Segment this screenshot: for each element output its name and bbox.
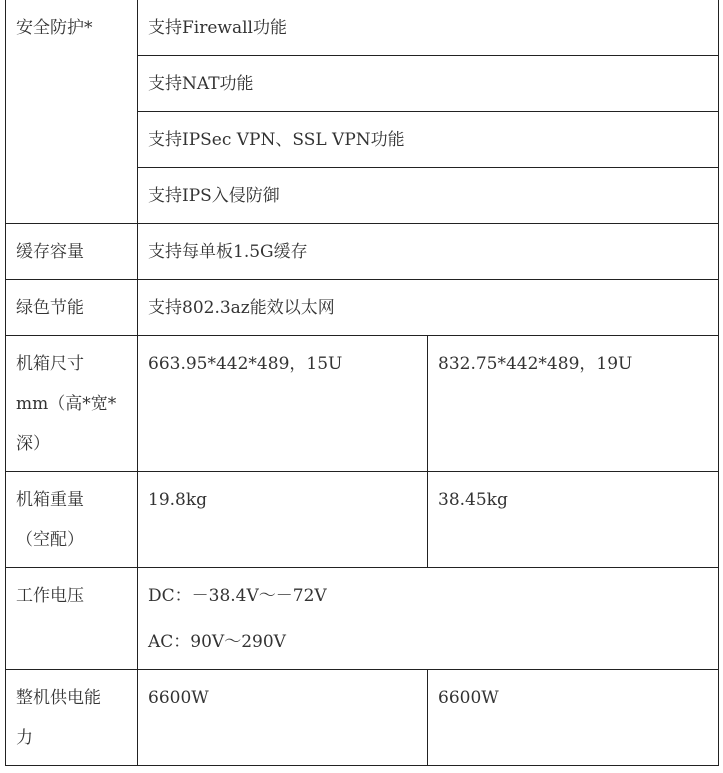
security-item-vpn: 支持IPSec VPN、SSL VPN功能 bbox=[138, 112, 719, 168]
chassis-size-model-a: 663.95*442*489，15U bbox=[138, 336, 428, 472]
security-item-ips: 支持IPS入侵防御 bbox=[138, 168, 719, 224]
row-label-cache: 缓存容量 bbox=[6, 224, 138, 280]
table-row bbox=[6, 670, 719, 766]
voltage-dc: DC：－38.4V～－72V bbox=[148, 586, 327, 606]
spec-table bbox=[5, 0, 719, 766]
row-label-green: 绿色节能 bbox=[6, 280, 138, 336]
power-model-b: 6600W bbox=[428, 670, 719, 766]
table-row bbox=[6, 0, 719, 56]
green-value: 支持802.3az能效以太网 bbox=[138, 280, 719, 336]
chassis-weight-model-a: 19.8kg bbox=[138, 472, 428, 568]
security-item-firewall: 支持Firewall功能 bbox=[138, 0, 719, 56]
security-label: 安全防护* bbox=[16, 18, 93, 38]
row-label-voltage: 工作电压 bbox=[6, 568, 138, 670]
row-label-power: 整机供电能 力 bbox=[6, 670, 138, 766]
table-row bbox=[6, 336, 719, 472]
row-label-chassis-size: 机箱尺寸 mm（高*宽* 深） bbox=[6, 336, 138, 472]
table-row bbox=[6, 280, 719, 336]
voltage-value bbox=[138, 568, 719, 670]
security-item-nat: 支持NAT功能 bbox=[138, 56, 719, 112]
table-row bbox=[6, 568, 719, 670]
power-model-a: 6600W bbox=[138, 670, 428, 766]
table-row bbox=[6, 472, 719, 568]
row-label-chassis-weight: 机箱重量 （空配） bbox=[6, 472, 138, 568]
cache-value: 支持每单板1.5G缓存 bbox=[138, 224, 719, 280]
chassis-size-model-b: 832.75*442*489，19U bbox=[428, 336, 719, 472]
chassis-weight-model-b: 38.45kg bbox=[428, 472, 719, 568]
row-label-security bbox=[6, 0, 138, 224]
voltage-ac: AC：90V～290V bbox=[148, 632, 286, 652]
table-row bbox=[6, 224, 719, 280]
